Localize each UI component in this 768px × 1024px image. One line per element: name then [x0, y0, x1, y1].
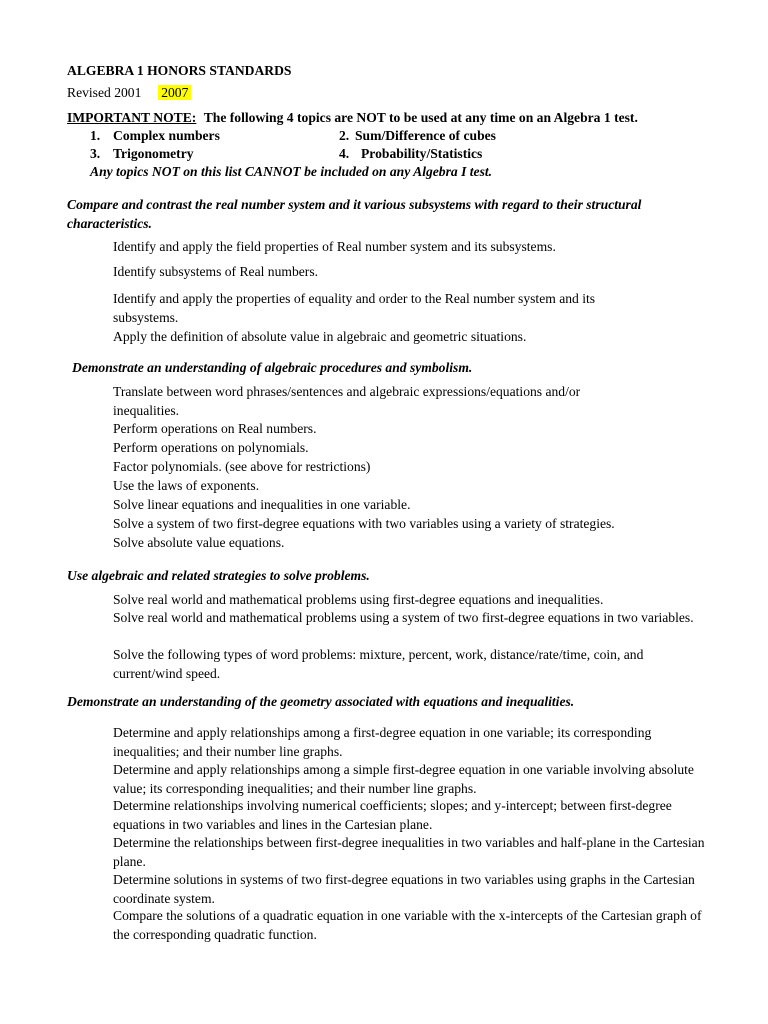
section-1-item: Identify and apply the field properties of Real number system and its subsystems. [113, 239, 556, 254]
topic-2-number: 2. [339, 128, 350, 143]
revised-label: Revised 2001 [67, 85, 142, 100]
section-4-heading: Demonstrate an understanding of the geometry associated with equations and inequalities. [67, 694, 575, 709]
section-2-item: Translate between word phrases/sentences and algebraic expressions/equations and/or inequalities. [113, 384, 581, 418]
topic-4-text: Probability/Statistics [361, 146, 483, 161]
section-3-item: Solve real world and mathematical problems using first-degree equations and inequalities. [113, 592, 604, 607]
section-4-item: Compare the solutions of a quadratic equation in one variable with the x-intercepts of the Cartesian graph of the corresponding quadratic function. [113, 908, 702, 942]
section-4-item: Determine relationships involving numerical coefficients; slopes; and y-intercept; between first-degree equations in two variables and lines in the Cartesian plane. [113, 798, 672, 832]
section-4-item: Determine and apply relationships among a simple first-degree equation in one variable involving absolute value; its corresponding inequalities; and their number line graphs. [113, 762, 694, 796]
section-1-item: Identify subsystems of Real numbers. [113, 264, 319, 279]
section-1-item: Identify and apply the properties of equality and order to the Real number system and its subsystems. [113, 291, 596, 325]
section-2-item: Solve a system of two first-degree equations with two variables using a variety of strategies. [113, 516, 615, 531]
section-3-item: Solve the following types of word problems: mixture, percent, work, distance/rate/time, coin, and current/wind speed. [113, 647, 644, 681]
topic-4-number: 4. [339, 146, 350, 161]
section-3-heading: Use algebraic and related strategies to solve problems. [67, 568, 370, 583]
topic-3-text: Trigonometry [113, 146, 194, 161]
section-1-item: Apply the definition of absolute value in algebraic and geometric situations. [113, 329, 527, 344]
section-2-item: Solve linear equations and inequalities in one variable. [113, 497, 411, 512]
section-4-item: Determine the relationships between first-degree inequalities in two variables and half-plane in the Cartesian plane. [113, 835, 705, 869]
revision-line [67, 84, 191, 102]
section-4-item: Determine and apply relationships among a first-degree equation in one variable; its corresponding inequalities; and their number line graphs. [113, 725, 652, 759]
section-1-heading: Compare and contrast the real number system and it various subsystems with regard to their structural characteristics. [67, 197, 642, 231]
topic-1-number: 1. [90, 128, 101, 143]
section-2-item: Use the laws of exponents. [113, 478, 260, 493]
section-2-item: Perform operations on polynomials. [113, 440, 309, 455]
section-2-item: Factor polynomials. (see above for restrictions) [113, 459, 371, 474]
section-2-item: Perform operations on Real numbers. [113, 421, 317, 436]
topic-2-text: Sum/Difference of cubes [355, 128, 496, 143]
section-2-heading: Demonstrate an understanding of algebraic procedures and symbolism. [72, 360, 473, 375]
important-note-text: The following 4 topics are NOT to be used at any time on an Algebra 1 test. [203, 110, 638, 125]
topic-1-text: Complex numbers [113, 128, 220, 143]
warning-note: Any topics NOT on this list CANNOT be included on any Algebra I test. [90, 164, 493, 179]
topic-3-number: 3. [90, 146, 101, 161]
section-4-item: Determine solutions in systems of two first-degree equations in two variables using graphs in the Cartesian coordinate system. [113, 872, 695, 906]
section-3-item: Solve real world and mathematical problems using a system of two first-degree equations in two variables. [113, 610, 694, 625]
important-note [67, 109, 638, 127]
important-note-label: IMPORTANT NOTE: [67, 110, 197, 125]
revised-highlight: 2007 [158, 85, 191, 100]
document-title: ALGEBRA 1 HONORS STANDARDS [67, 63, 292, 78]
section-2-item: Solve absolute value equations. [113, 535, 285, 550]
